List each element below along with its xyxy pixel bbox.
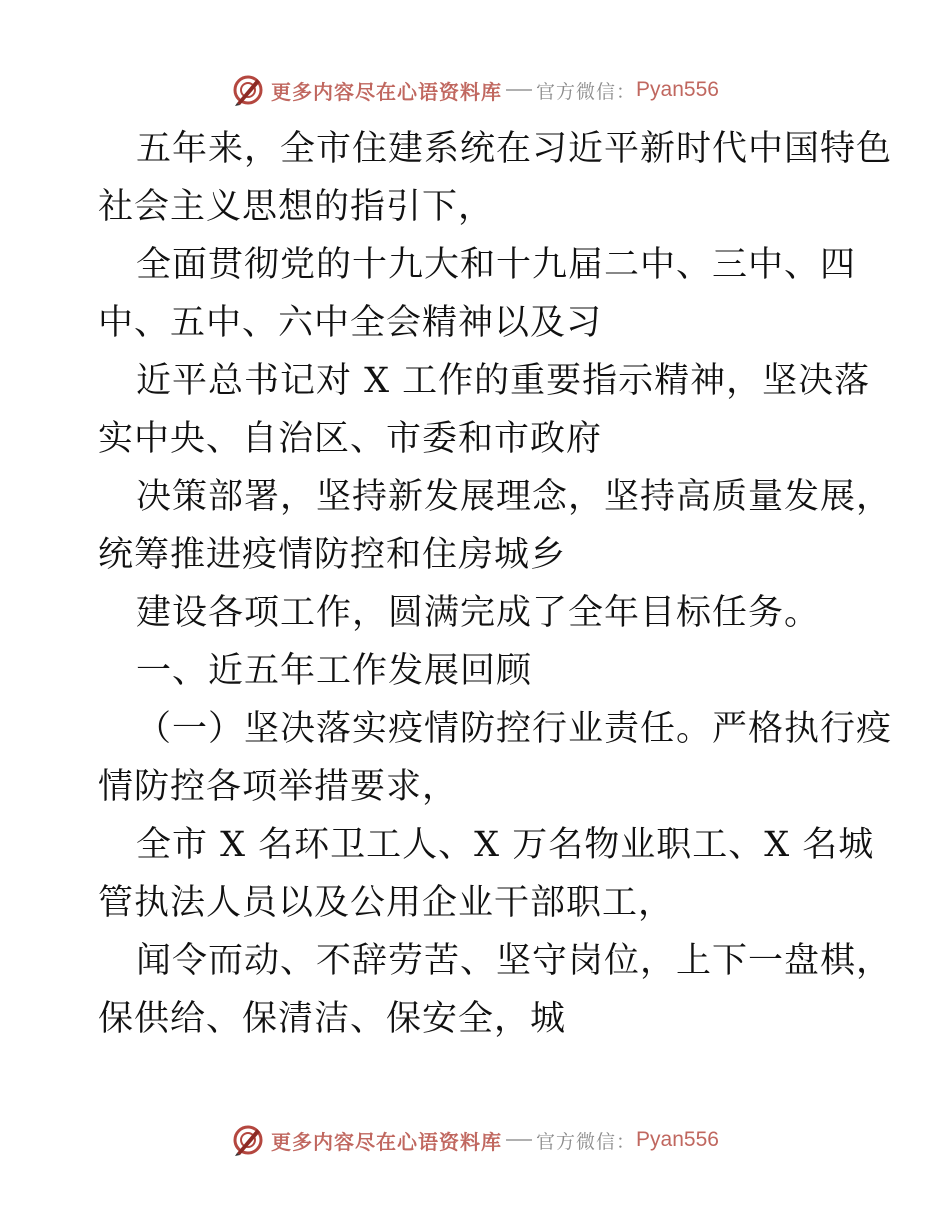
body-line: 决策部署，坚持新发展理念，坚持高质量发展， xyxy=(136,477,893,517)
pen-circle-logo-icon xyxy=(231,73,265,107)
header-dash-divider xyxy=(506,89,532,91)
body-line: （一）坚决落实疫情防控行业责任。严格执行疫 xyxy=(136,709,893,749)
section-heading: 一、近五年工作发展回顾 xyxy=(136,651,533,691)
pen-circle-logo-icon xyxy=(231,1123,265,1157)
body-line: 建设各项工作，圆满完成了全年目标任务。 xyxy=(136,593,821,633)
footer-site-text: 更多内容尽在心语资料库 xyxy=(271,1129,503,1154)
footer-wechat-id: Pyan556 xyxy=(636,1128,719,1151)
body-line: 全面贯彻党的十九大和十九届二中、三中、四 xyxy=(136,245,857,285)
document-body xyxy=(98,120,893,1048)
footer-banner xyxy=(0,1120,950,1160)
body-line: 统筹推进疫情防控和住房城乡 xyxy=(98,535,567,575)
body-line: 五年来，全市住建系统在习近平新时代中国特色 xyxy=(136,129,893,169)
header-site-text: 更多内容尽在心语资料库 xyxy=(271,79,503,104)
body-line: 实中央、自治区、市委和市政府 xyxy=(98,419,603,459)
body-line: 情防控各项举措要求， xyxy=(98,767,459,807)
footer-official-label: 官方微信： xyxy=(536,1130,637,1153)
body-line: 社会主义思想的指引下， xyxy=(98,187,495,227)
body-line: 闻令而动、不辞劳苦、坚守岗位，上下一盘棋， xyxy=(136,941,893,981)
body-line: 近平总书记对 X 工作的重要指示精神，坚决落 xyxy=(136,361,871,401)
header-wechat-id: Pyan556 xyxy=(636,78,719,101)
header-banner xyxy=(0,70,950,110)
body-line: 中、五中、六中全会精神以及习 xyxy=(98,303,603,343)
body-line: 保供给、保清洁、保安全，城 xyxy=(98,999,567,1039)
body-line: 管执法人员以及公用企业干部职工， xyxy=(98,883,675,923)
body-line: 全市 X 名环卫工人、X 万名物业职工、X 名城 xyxy=(136,825,875,865)
header-official-label: 官方微信： xyxy=(536,80,637,103)
footer-dash-divider xyxy=(506,1139,532,1141)
